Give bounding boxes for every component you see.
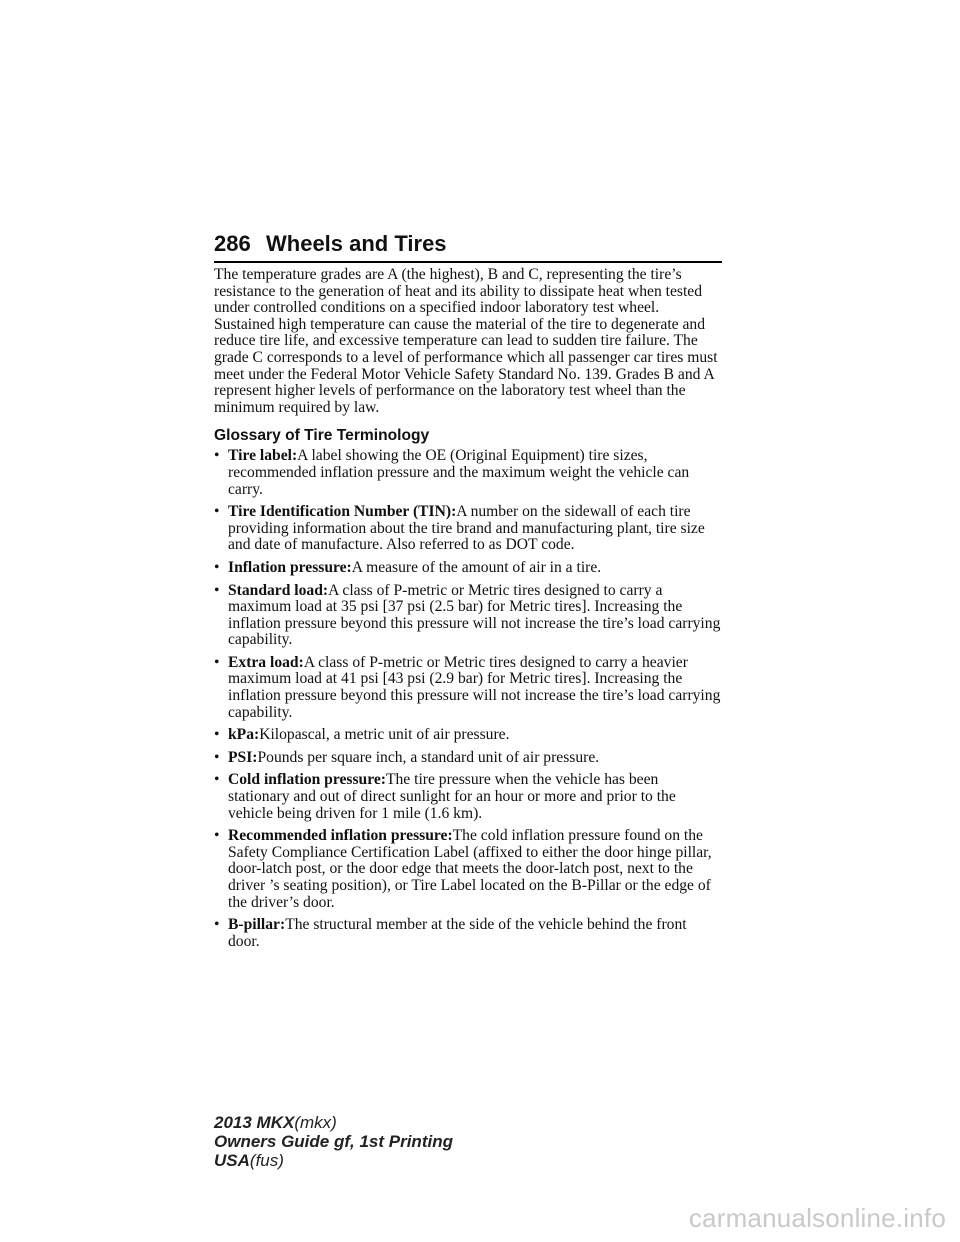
glossary-definition: The structural member at the side of the vehicle behind the front door.: [228, 916, 687, 950]
bullet-icon: •: [214, 827, 220, 845]
footer-market: USA: [214, 1151, 250, 1170]
footer-line-printing: Owners Guide gf, 1st Printing: [214, 1132, 453, 1151]
print-footer: [214, 1113, 453, 1170]
bullet-icon: •: [214, 447, 220, 465]
glossary-item-tire-label: [214, 448, 722, 498]
glossary-definition: A measure of the amount of air in a tire.: [351, 558, 602, 576]
glossary-definition: Kilopascal, a metric unit of air pressure.: [259, 726, 510, 744]
bullet-icon: •: [214, 581, 220, 599]
glossary-definition: The tire pressure when the vehicle has been stationary and out of direct sunlight for an hour or more and prior to the vehicle being driven for 1 mile (1.6 km).: [228, 771, 676, 822]
bullet-icon: •: [214, 726, 220, 744]
glossary-term: Tire Identification Number (TIN):: [228, 503, 457, 521]
page-content: [214, 267, 722, 956]
bullet-icon: •: [214, 653, 220, 671]
glossary-definition: A label showing the OE (Original Equipment) tire sizes, recommended inflation pressure and the maximum weight the vehicle can carry.: [228, 447, 690, 498]
footer-model: 2013 MKX: [214, 1113, 295, 1132]
glossary-term: kPa:: [228, 726, 260, 744]
intro-paragraph: The temperature grades are A (the highest), B and C, representing the tire’s resistance to the generation of heat and its ability to dissipate heat when tested under controlled conditions on a specified indoor laboratory test wheel. Sustained high temperature can cause the material of the tire to degenerate and reduce tire life, and excessive temperature can lead to sudden tire failure. The grade C corresponds to a level of performance which all passenger car tires must meet under the Federal Motor Vehicle Safety Standard No. 139. Grades B and A represent higher levels of performance on the laboratory test wheel than the minimum required by law.: [214, 266, 718, 416]
footer-model-code: (mkx): [294, 1113, 337, 1132]
glossary-definition: A number on the sidewall of each tire providing information about the tire brand and manufacturing plant, tire size and date of manufacture. Also referred to as DOT code.: [228, 503, 705, 554]
glossary-term: Extra load:: [228, 653, 304, 671]
glossary-item-extra-load: [214, 655, 722, 721]
glossary-item-kpa: [214, 727, 722, 744]
glossary-term: B-pillar:: [228, 916, 286, 934]
footer-line-model: [214, 1113, 453, 1132]
glossary-item-standard-load: [214, 583, 722, 649]
section-title: Wheels and Tires: [266, 231, 447, 256]
glossary-definition: A class of P-metric or Metric tires designed to carry a maximum load at 35 psi [37 psi (2.5 bar) for Metric tires]. Increasing the inflation pressure beyond this pressure will not increase the tire’s load carrying capability.: [228, 581, 721, 649]
glossary-definition: Pounds per square inch, a standard unit of air pressure.: [257, 748, 600, 766]
glossary-heading: Glossary of Tire Terminology: [214, 427, 430, 445]
glossary-term: Standard load:: [228, 581, 329, 599]
bullet-icon: •: [214, 916, 220, 934]
glossary-term: Inflation pressure:: [228, 558, 352, 576]
glossary-definition: The cold inflation pressure found on the Safety Compliance Certification Label (affixed to either the door hinge pillar, door-latch post, or the door edge that meets the door-latch post, next to the driver ’s seating position), or Tire Label located on the B-Pillar or the edge of the driver’s door.: [228, 827, 712, 911]
bullet-icon: •: [214, 748, 220, 766]
glossary-definition: A class of P-metric or Metric tires designed to carry a heavier maximum load at 41 psi [43 psi (2.9 bar) for Metric tires]. Increasing the inflation pressure beyond this pressure will not increase the tire’s load carrying capability.: [228, 653, 721, 721]
glossary-list: [214, 448, 722, 950]
page-header: [214, 231, 722, 263]
glossary-term: Tire label:: [228, 447, 298, 465]
glossary-term: PSI:: [228, 748, 258, 766]
glossary-term: Cold inflation pressure:: [228, 771, 386, 789]
glossary-item-inflation-pressure: [214, 560, 722, 577]
page-number: 286: [214, 231, 251, 256]
glossary-item-b-pillar: [214, 917, 722, 950]
glossary-item-tin: [214, 504, 722, 554]
footer-line-market: [214, 1151, 453, 1170]
glossary-item-cold-inflation-pressure: [214, 772, 722, 822]
footer-market-code: (fus): [249, 1151, 284, 1170]
glossary-item-recommended-inflation-pressure: [214, 828, 722, 911]
watermark: carmanualsonline.info: [688, 1203, 946, 1233]
bullet-icon: •: [214, 771, 220, 789]
glossary-item-psi: [214, 750, 722, 767]
glossary-term: Recommended inflation pressure:: [228, 827, 453, 845]
bullet-icon: •: [214, 503, 220, 521]
bullet-icon: •: [214, 558, 220, 576]
